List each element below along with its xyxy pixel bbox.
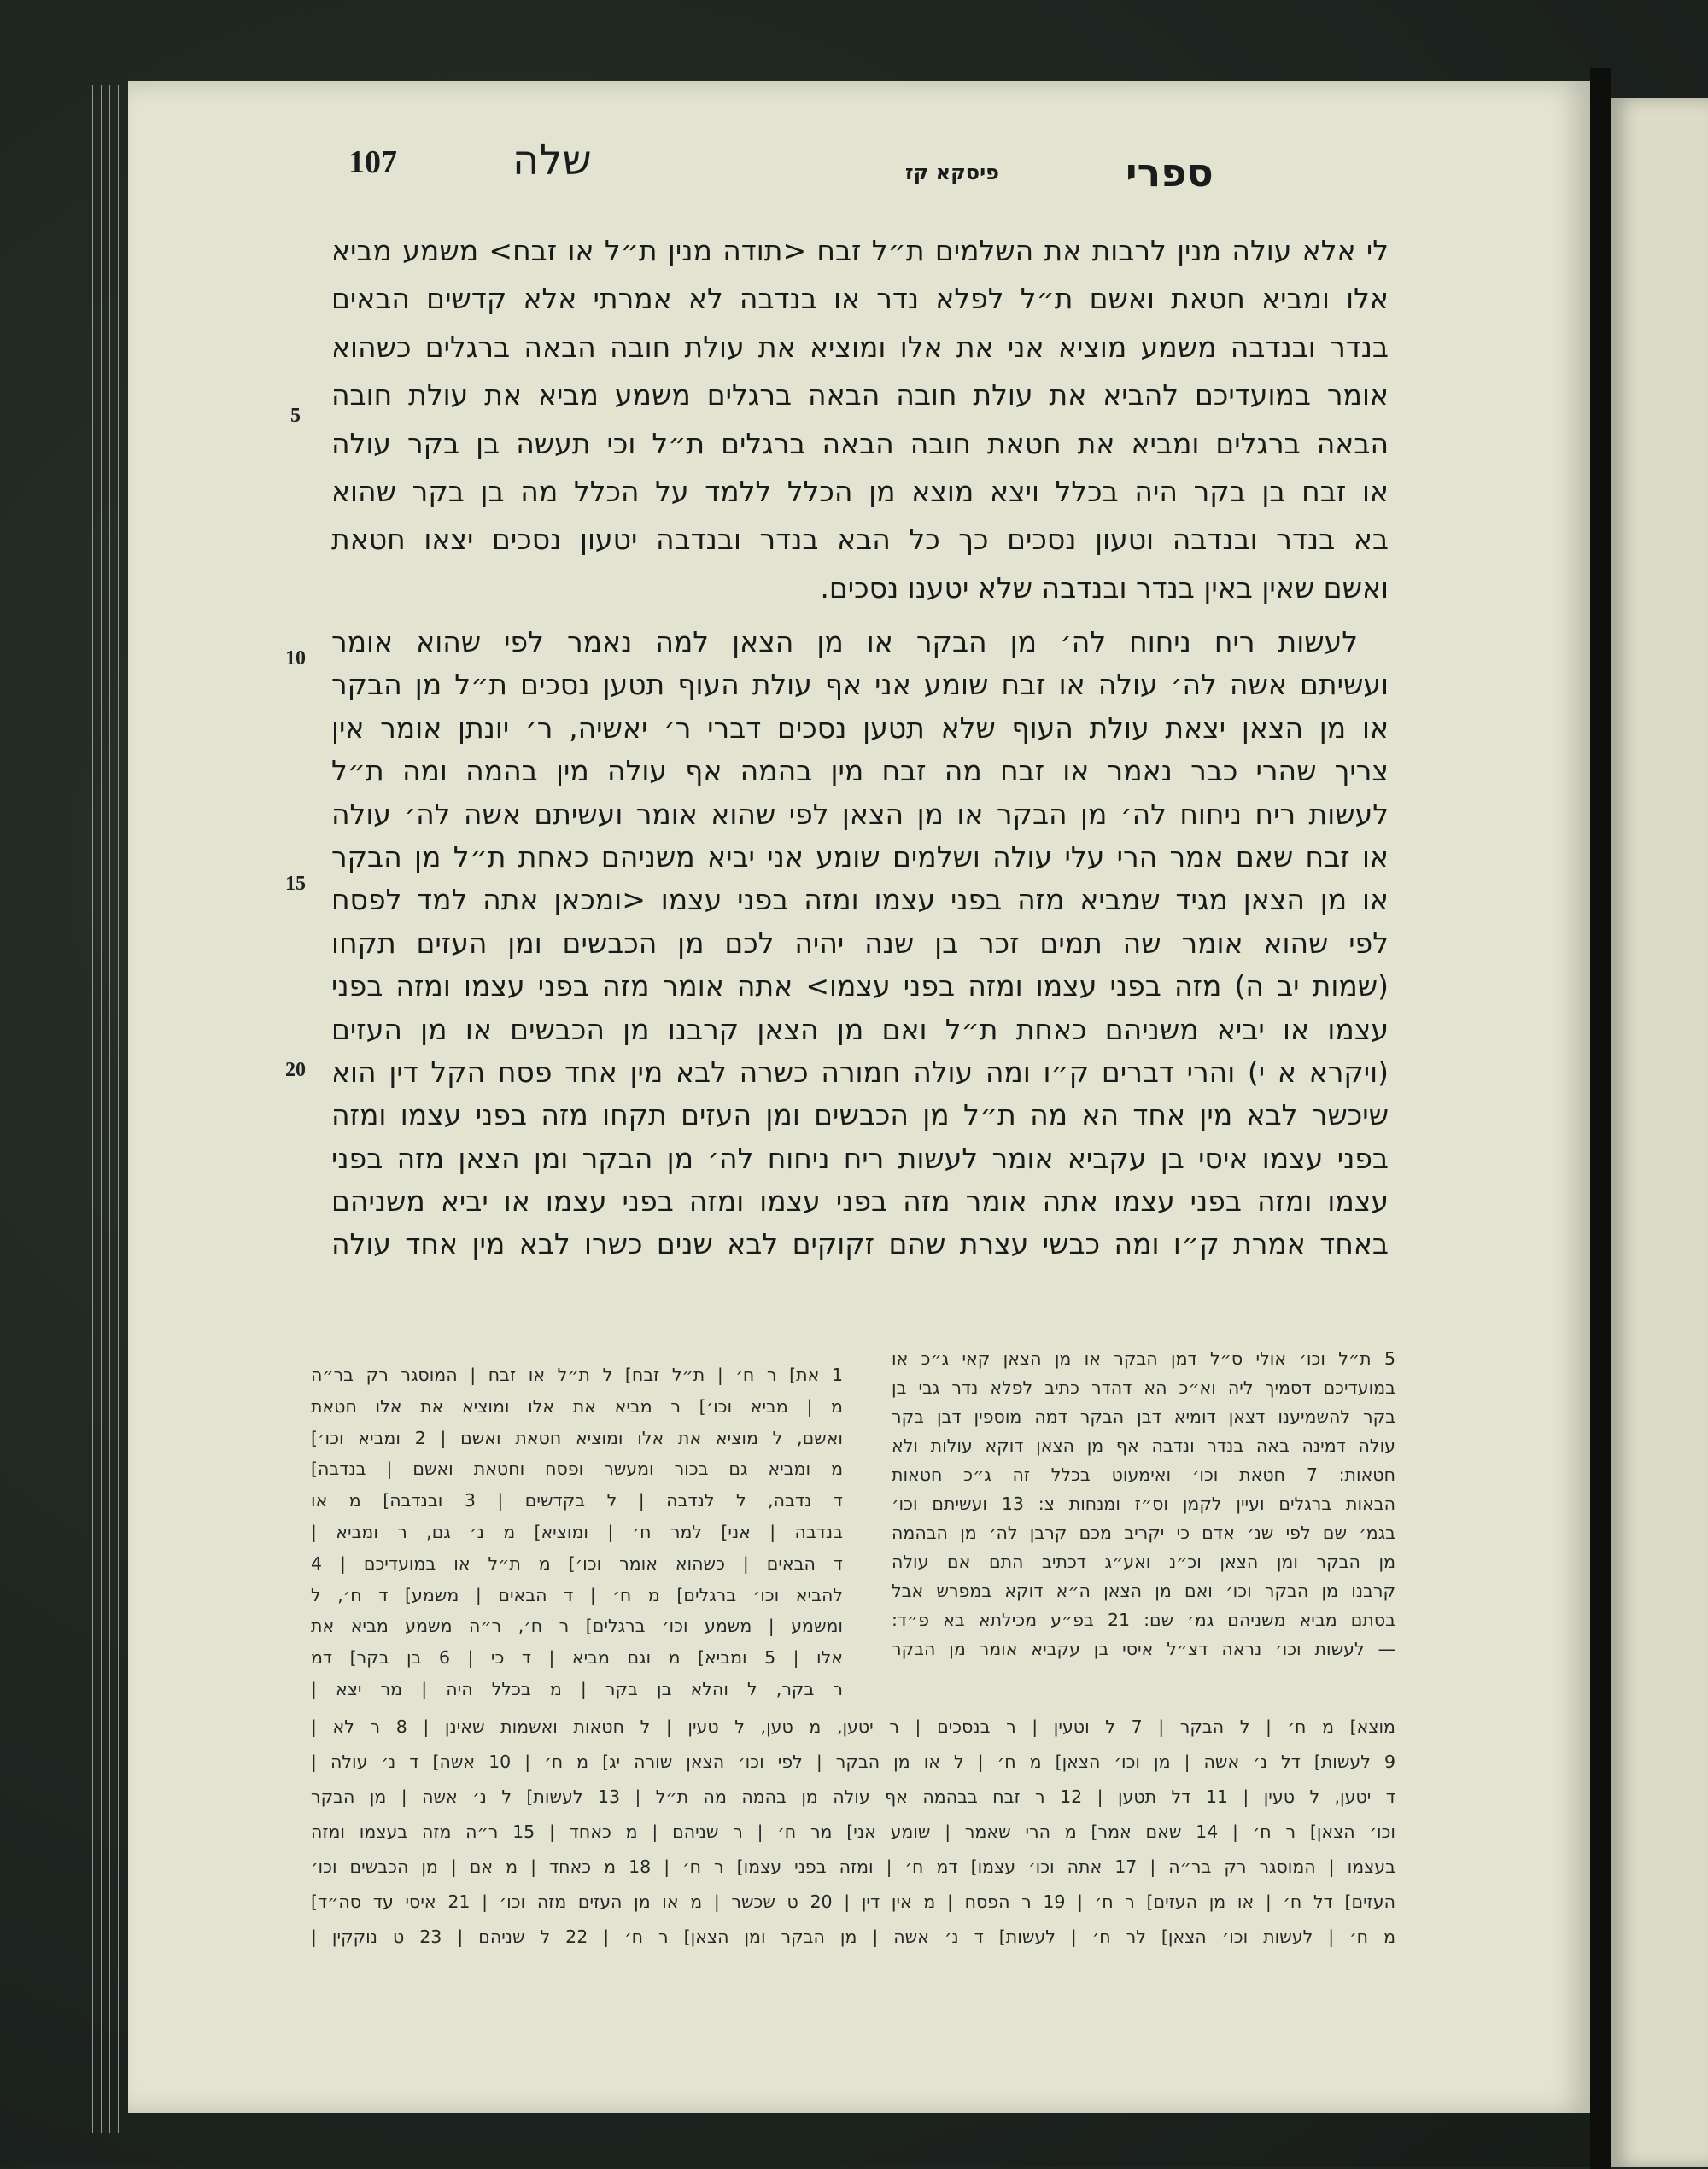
page-number: 107 [348,144,397,180]
text-line: באחד אמרת ק״ו ומה כבשי עצרת שהם זקוקים לבא שנים כשרו לבא מין אחד עולה [331,1227,1389,1261]
apparatus-line: מוצא] מ ח׳ | ל הבקר | 7 ל וטעין | ר בנסכים | ר יטען, מ טען, ל טעין | ל חטאות ואשמות שאינן | 8 ר לא | [311,1716,1395,1737]
text-line: הבאה ברגלים ומביא את חטאת חובה הבאה ברגלים ת״ל וכי תעשה בן בקר עולה [331,426,1389,460]
book-page-right-edge [1611,98,1708,2167]
text-line: לעשות ריח ניחוח לה׳ מן הבקר או מן הצאן למה נאמר לפי שהוא אומר [331,625,1358,658]
apparatus-line: להביא וכו׳ ברגלים] מ ח׳ | ד הבאים | משמע] ד ח׳, ל [311,1584,843,1605]
page-edge [118,85,119,2133]
commentary-line: עולה דמינה באה בנדר ונדבה אף מן הצאן דוקא עולות ולא [892,1435,1395,1456]
parasha-title: שלה [512,137,592,184]
apparatus-line: ד יטען, ל טעין | 11 דל תטען | 12 ר זבח בבהמה אף עולה מן בהמה מה ת״ל | 13 לעשות] ל נ׳ אשה | מן הבקר [311,1786,1395,1807]
text-line: (שמות יב ה) מזה בפני עצמו ומזה בפני עצמו> אתה אומר מזה בפני עצמו ומזה בפני [331,969,1389,1003]
main-text-paragraph-1 [331,227,1389,612]
text-line: ועשיתם אשה לה׳ עולה או זבח שומע אני אף עולת העוף תטען נסכים ת״ל מן הבקר [331,668,1389,702]
apparatus-line: בעצמו | המוסגר רק בר״ה | 17 אתה וכו׳ עצמו] דמ ח׳ | ומזה בפני עצמו] ר ח׳ | 18 מ כאחד | מ אם | מן הכבשים וכו׳ [311,1856,1395,1877]
apparatus-line: ומשמע | משמע וכו׳ ברגלים] ר ח׳, ר״ה משמע מביא את [311,1616,843,1637]
apparatus-column [311,1359,843,1705]
text-line: ואשם שאין באין בנדר ובנדבה שלא יטענו נסכים. [820,570,1389,605]
commentary-line: במועדיכם דסמיך ליה וא״כ הא דהדר כתיב לפלא נדר גבי בן [892,1377,1395,1398]
text-line: בא בנדר ובנדבה וטעון נסכים כך כל הבא בנדר ובנדבה יטעון נסכים יצאו חטאת [331,523,1389,557]
apparatus-line: מ ומביא גם בכור ומעשר ופסח וחטאת ואשם | בנדבה] [311,1459,843,1480]
apparatus-line: ד נדבה, ל לנדבה | ל בקדשים | 3 ובנדבה] מ או [311,1490,843,1511]
commentary-line: הבאות ברגלים ועיין לקמן וס״ז ומנחות צ: 13 ועשיתם וכו׳ [892,1494,1395,1514]
apparatus-line: 9 לעשות] דל נ׳ אשה | מן וכו׳ הצאן] מ ח׳ | ל או מן הבקר | לפי וכו׳ הצאן שורה יג] מ ח׳ | 10 אשה] ד נ׳ עולה | [311,1751,1395,1772]
line-number: 5 [290,405,301,427]
commentary-line: קרבנו מן הבקר וכו׳ ואם מן הצאן ה״א דוקא במפרש אבל [892,1581,1395,1601]
apparatus-line: ד הבאים | כשהוא אומר וכו׳] מ ת״ל או במועדיכם | 4 [311,1552,843,1574]
text-line: או מן הצאן מגיד שמביא מזה בפני עצמו ומזה בפני עצמו <ומכאן אתה למד לפסח [331,883,1389,917]
apparatus-full-width [311,1710,1395,1955]
apparatus-line: וכו׳ הצאן] ר ח׳ | 14 שאם אמר] מ הרי שאמר | שומע אני] מר ח׳ | ר שניהם | מ כאחד | 15 ר״ה מזה בעצמו ומזה [311,1821,1395,1842]
text-line: צריך שהרי כבר נאמר או זבח מה זבח מין בהמה אף עולה מין בהמה ומה ת״ל [331,754,1389,788]
apparatus-line: מ | מביא וכו׳] ר מביא את אלו ומוציא את אלו חטאת [311,1395,843,1417]
text-line: או זבח שאם אמר הרי עלי עולה ושלמים שומע אני יביא משניהם כאחת ת״ל מן הבקר [331,839,1389,874]
text-line: אלו ומביא חטאת ואשם ת״ל לפלא נדר או בנדבה לא אמרתי אלא קדשים הבאים [331,282,1389,316]
text-line: בנדר ובנדבה משמע מוציא אני את אלו ומוציא את עולת חובה הבאה ברגלים כשהוא [331,330,1389,364]
apparatus-line: ואשם, ל מוציא את אלו ומוציא חטאת ואשם | 2 ומביא וכו׳] [311,1427,843,1448]
apparatus-line: ר בקר, ל והלא בן בקר | מ בכלל היה | מר יצא | [311,1678,843,1699]
text-line: אומר במועדיכם להביא את עולת חובה הבאה ברגלים משמע מביא את עולת חובה [331,378,1389,412]
apparatus-line: 1 את] ר ח׳ | ת״ל זבח] ל ת״ל או זבח | המוסגר רק בר״ה [311,1365,843,1385]
commentary-column [892,1344,1395,1663]
commentary-line: 5 ת״ל וכו׳ אולי ס״ל דמן הבקר או מן הצאן קאי ג״כ או [892,1348,1395,1369]
text-line: לפי שהוא אומר שה תמים זכר בן שנה יהיה לכם מן הכבשים ומן העזים תקחו [331,926,1389,960]
apparatus-line: מ ח׳ | לעשות וכו׳ הצאן] לר ח׳ | לעשות] ד נ׳ אשה | מן הבקר ומן הצאן] ר ח׳ | 22 ל שניהם | 23 ט נוקקין | [311,1926,1395,1947]
text-line: (ויקרא א י) והרי דברים ק״ו ומה עולה חמורה כשרה לבא מין אחד פסח הקל דין הוא [331,1055,1389,1089]
main-text-paragraph-2 [331,621,1389,1266]
line-number: 20 [285,1059,306,1081]
commentary-line: בקר להשמיענו דצאן דומיא דבן הבקר דמה מוספין דבן בקר [892,1406,1395,1427]
line-number: 15 [285,873,306,895]
text-line: או מן הצאן יצאת עולת העוף שלא תטען נסכים דברי ר׳ יאשיה, ר׳ יונתן אומר אין [331,710,1389,745]
book-gutter [1590,68,1611,2169]
text-line: שיכשר לבא מין אחד הא מה ת״ל מן הכבשים ומן העזים תקחו מזה בפני עצמו ומזה [331,1098,1389,1132]
apparatus-line: העזים] דל ח׳ | או מן העזים] ר ח׳ | 19 ר הפסח | מ אין דין | 20 ט שכשר | מ או מן העזים מזה וכו׳ | 21 איסי עד סה״ד] [311,1891,1396,1912]
commentary-line: בסתם מביא משניהם גמ׳ שם: 21 בפ״ע מכילתא בא פ״ד: [892,1610,1396,1630]
commentary-line: מן הבקר ומן הצאן וכ״נ ואע״ג דכתיב התם אם עולה [892,1552,1395,1572]
text-line: לי אלא עולה מנין לרבות את השלמים ת״ל זבח <תודה מנין ת״ל או זבח> משמע מביא [331,234,1389,267]
text-line: עצמו או יביא משניהם כאחת ת״ל ואם מן הצאן קרבנו מן הכבשים או מן העזים [331,1012,1389,1046]
line-number: 10 [285,647,306,669]
page-edge [92,85,93,2133]
apparatus-line: אלו | 5 ומביא] מ וגם מביא | ד כי | 6 בן בקר] דמ [311,1647,843,1669]
text-line: או זבח בן בקר היה בכלל ויצא מוצא מן הכלל ללמד על הכלל מה בן בקר שהוא [331,474,1389,508]
commentary-line: בגמ׳ שם לפי שנ׳ אדם כי יקריב מכם קרבן לה׳ מן הבהמה [892,1523,1395,1543]
commentary-line: חטאות: 7 חטאת וכו׳ ואימעוט בכלל זה ג״כ חטאות [892,1465,1395,1485]
page-edge [109,85,110,2133]
text-line: עצמו ומזה בפני עצמו אתה אומר מזה בפני עצמו ומזה בפני עצמו או יביא משניהם [331,1184,1389,1219]
page-edge [101,85,102,2133]
apparatus-line: בנדבה | אני] למר ח׳ | ומוציא] מ נ׳ גם, ר ומביא | [311,1521,843,1542]
section-title: פיסקא קז [905,161,999,184]
text-line: בפני עצמו איסי בן עקביא אומר לעשות ריח ניחוח לה׳ מן הבקר ומן הצאן מזה בפני [331,1141,1389,1175]
text-line: לעשות ריח ניחוח לה׳ מן הבקר או מן הצאן לפי שהוא אומר ועשיתם אשה לה׳ עולה [331,797,1389,831]
commentary-line: — לעשות וכו׳ נראה דצ״ל איסי בן עקביא אומר מן הבקר [892,1639,1395,1659]
book-title: ספרי [1126,149,1214,196]
